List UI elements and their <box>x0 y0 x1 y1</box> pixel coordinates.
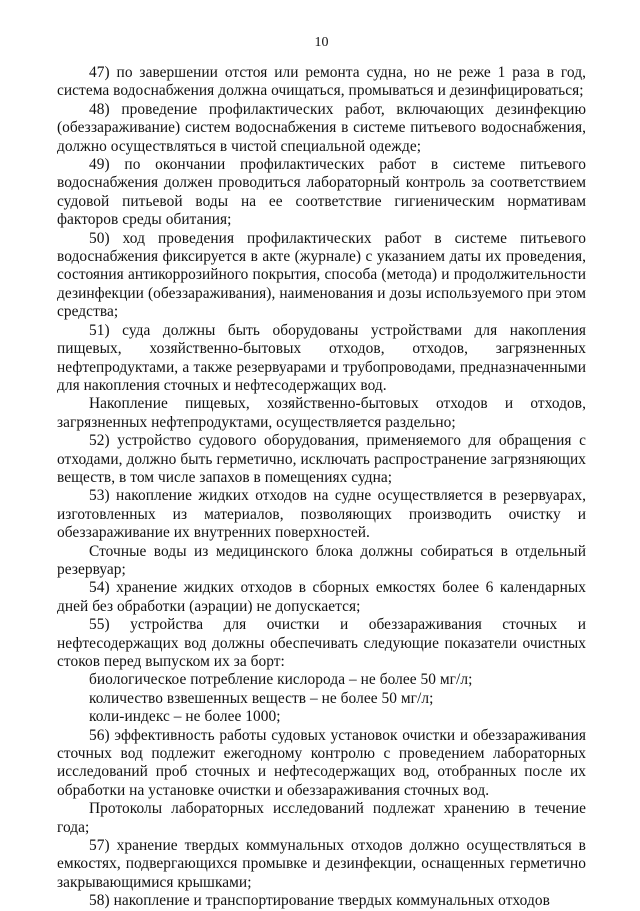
paragraph-48: 48) проведение профилактических работ, включающих дезинфекцию (обеззараживание) систем водоснабжения в системе питьевого водоснабжения, должно осуществляться в чистой специальной одежде; <box>57 100 586 155</box>
list-item-coli-index: коли-индекс – не более 1000; <box>89 708 281 726</box>
paragraph-54: 54) хранение жидких отходов в сборных емкостях более 6 календарных дней без обработки (аэрации) не допускается; <box>57 579 586 615</box>
list-item-bod: биологическое потребление кислорода – не более 50 мг/л; <box>89 671 473 689</box>
paragraph-52: 52) устройство судового оборудования, применяемого для обращения с отходами, должно быть герметично, исключать распространение загрязняющих веществ, в том числе запахов в помещениях судна; <box>57 432 586 486</box>
list-item-suspended-solids: количество взвешенных веществ – не более 50 мг/л; <box>89 689 434 707</box>
paragraph-49: 49) по окончании профилактических работ в системе питьевого водоснабжения должен проводиться лабораторный контроль за соответствием судовой питьевой воды на ее соответствие гигиеническим нормативам факторов среды обитания; <box>57 156 586 229</box>
page-number: 10 <box>314 35 329 50</box>
paragraph-50: 50) ход проведения профилактических работ в системе питьевого водоснабжения фиксируется в акте (журнале) с указанием даты их проведения, состояния антикоррозийного покрытия, способа (метода) и продолжительности дезинфекции (обеззараживания), наименования и дозы используемого при этом средства; <box>57 229 586 321</box>
paragraph-57: 57) хранение твердых коммунальных отходов должно осуществляться в емкостях, подвергающихся промывке и дезинфекции, оснащенных герметично закрывающимися крышками; <box>57 837 586 891</box>
paragraph-56: 56) эффективность работы судовых установок очистки и обеззараживания сточных вод подлежит ежегодному контролю с проведением лабораторных исследований проб сточных и нефтесодержащих вод, отобранных после их обработки на установке очистки и обеззараживания сточных вод. <box>57 726 586 799</box>
paragraph-56-note: Протоколы лабораторных исследований подлежат хранению в течение года; <box>57 800 586 836</box>
paragraph-51: 51) суда должны быть оборудованы устройствами для накопления пищевых, хозяйственно-бытовых отходов, отходов, загрязненных нефтепродуктами, а также резервуарами и трубопроводами, предназначенными для накопления сточных и нефтесодержащих вод. <box>57 321 586 394</box>
paragraph-58: 58) накопление и транспортирование твердых коммунальных отходов <box>89 892 550 910</box>
paragraph-51-note: Накопление пищевых, хозяйственно-бытовых отходов и отходов, загрязненных нефтепродуктами, осуществляется раздельно; <box>57 395 586 431</box>
document-body <box>57 64 586 911</box>
paragraph-55: 55) устройства для очистки и обеззараживания сточных и нефтесодержащих вод должны обеспечивать следующие показатели очистных стоков перед выпуском их за борт: <box>57 616 586 670</box>
paragraph-53-note: Сточные воды из медицинского блока должны собираться в отдельный резервуар; <box>57 542 586 578</box>
paragraph-53: 53) накопление жидких отходов на судне осуществляется в резервуарах, изготовленных из материалов, позволяющих производить очистку и обеззараживание их внутренних поверхностей. <box>57 487 586 542</box>
paragraph-47: 47) по завершении отстоя или ремонта судна, но не реже 1 раза в год, система водоснабжения должна очищаться, промываться и дезинфицироваться; <box>57 64 586 100</box>
